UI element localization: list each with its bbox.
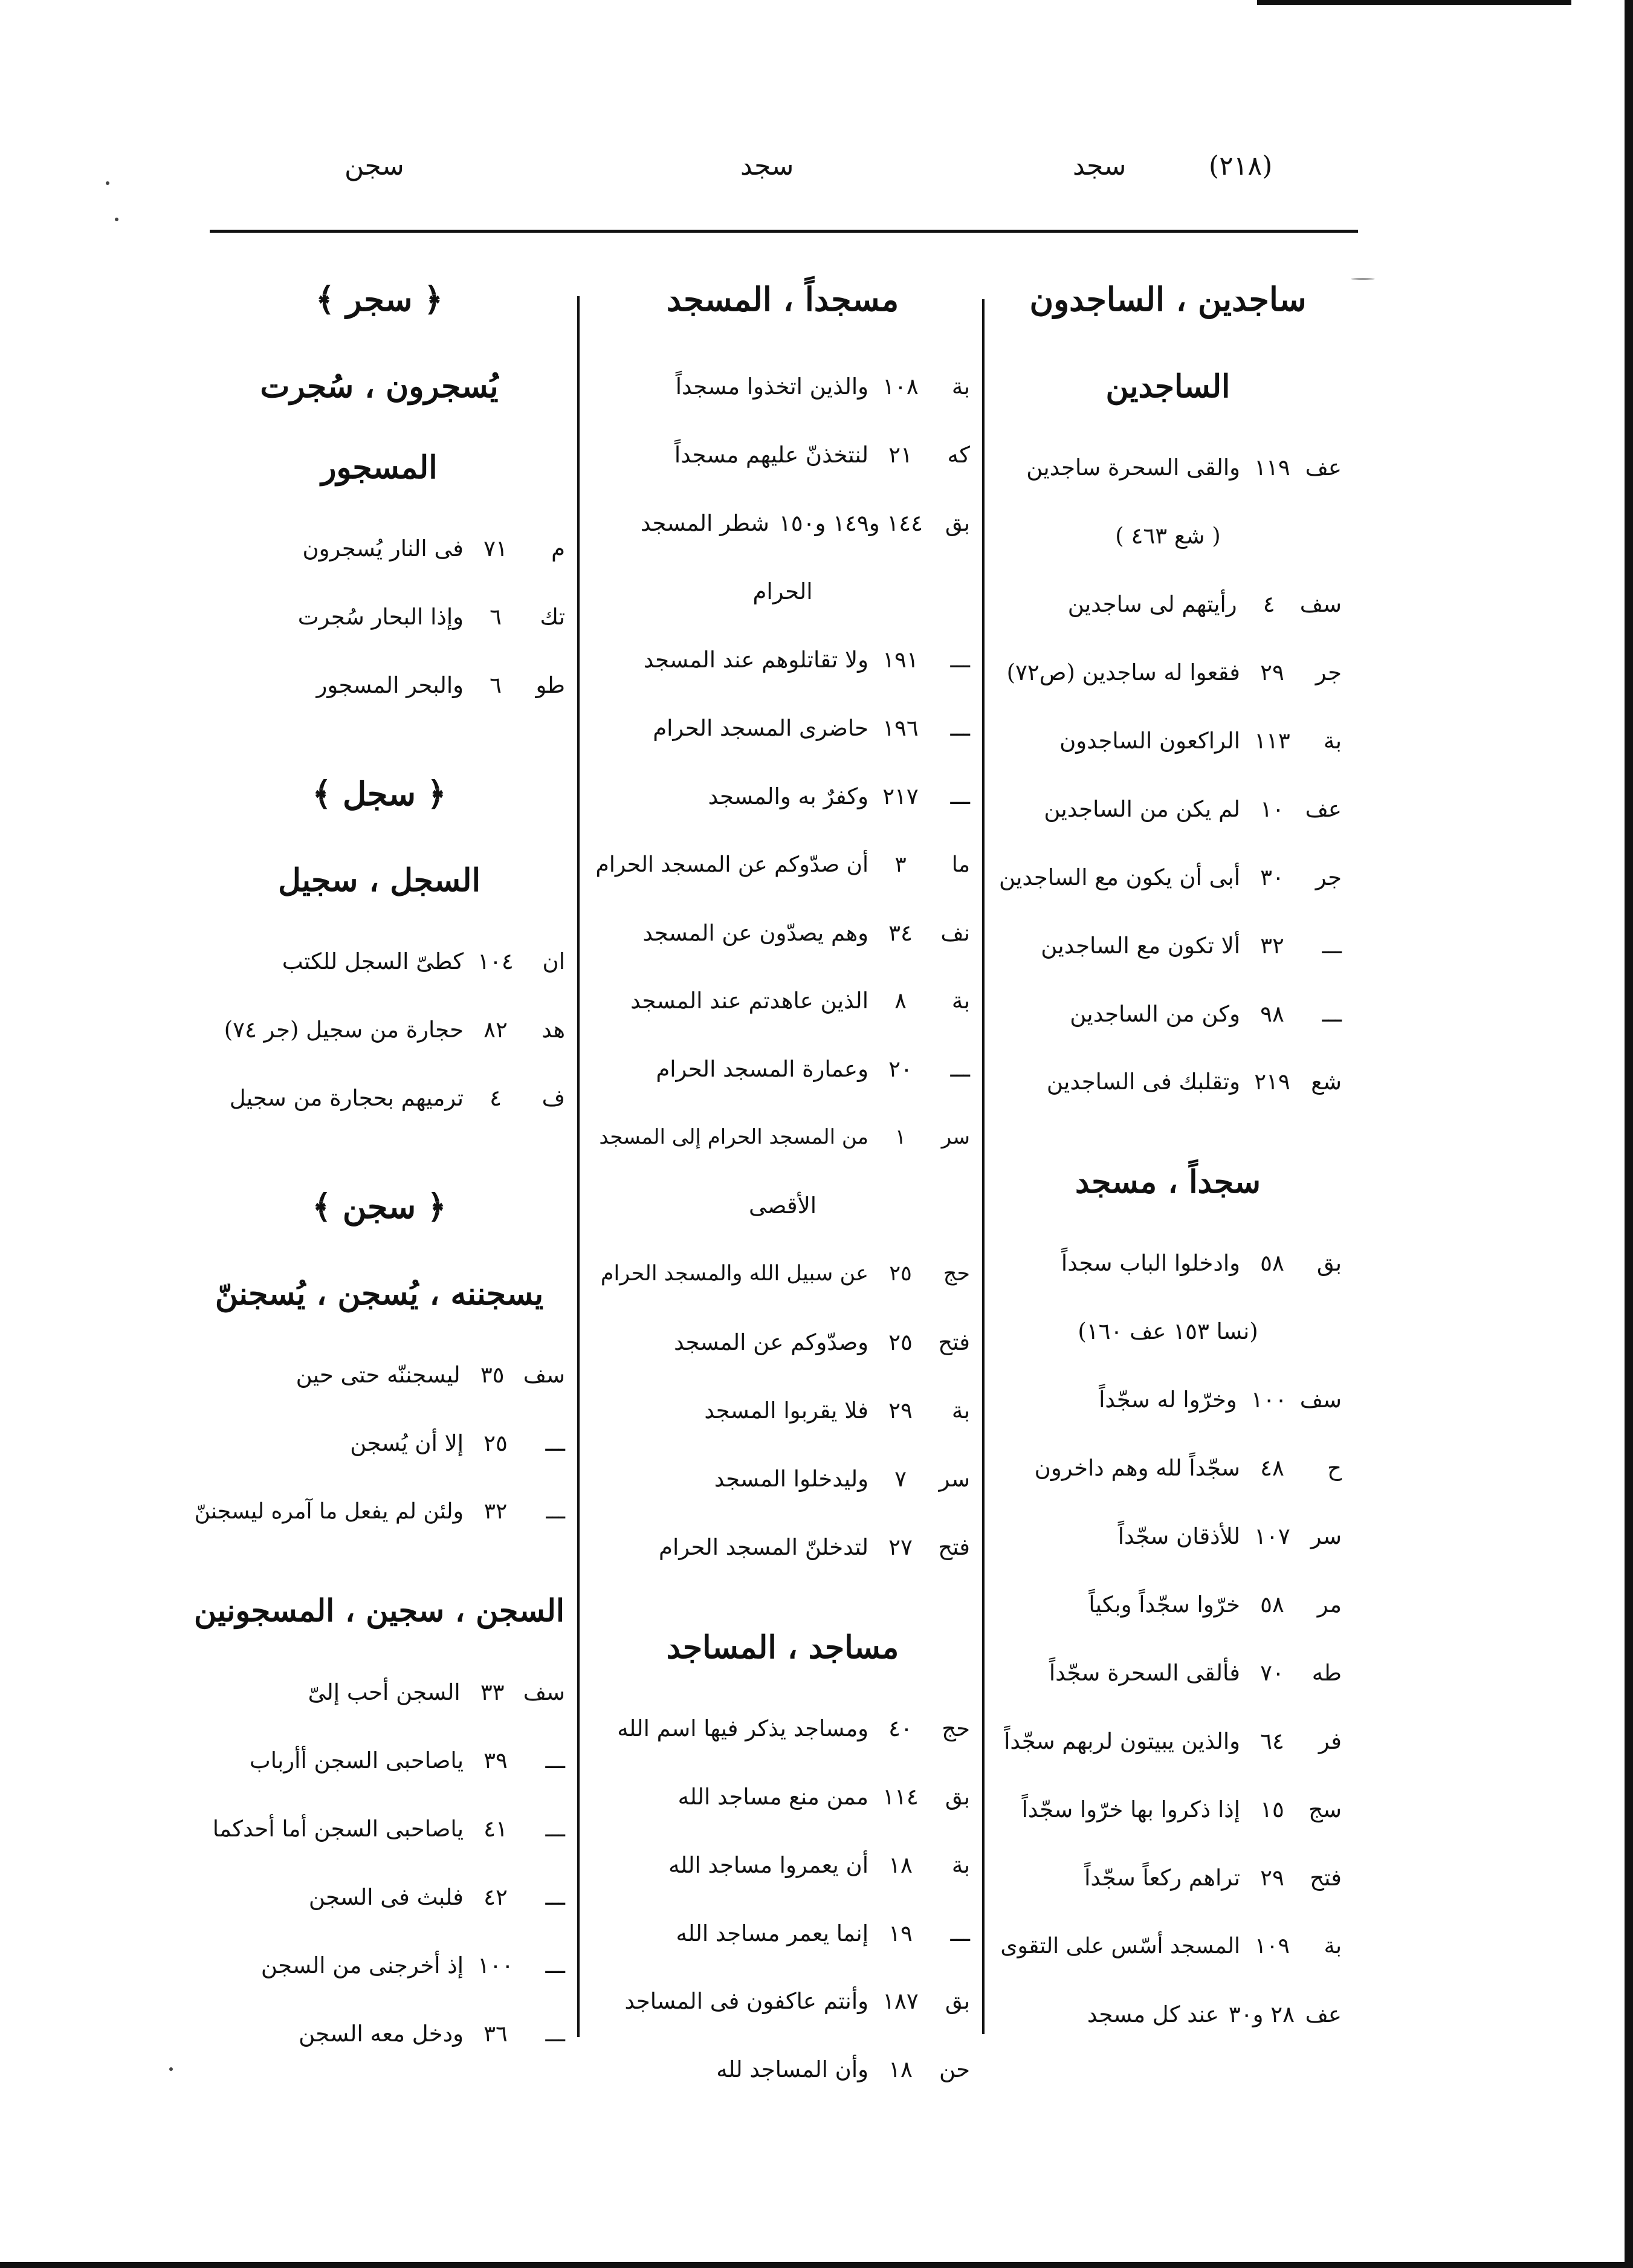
entry-heading: ساجدين ، الساجدون — [1029, 280, 1307, 319]
quote-text: لنتخذنّ عليهم مسجداً — [674, 441, 868, 468]
surah-code: كه — [947, 441, 970, 468]
quote-text: ولا تقاتلوهم عند المسجد — [643, 646, 868, 673]
entry-continuation: ( شع ٤٦٣ ) — [1115, 522, 1221, 549]
quote-text: حاضرى المسجد الحرام — [653, 714, 868, 741]
quote-text: وأن المساجد لله — [716, 2056, 868, 2082]
verse-number: ٢٥ — [888, 1329, 913, 1355]
verse-number: ٢١٧ — [882, 783, 919, 809]
surah-code: بة — [951, 987, 970, 1014]
quote-text: للأذقان سجّداً — [1117, 1523, 1240, 1549]
verse-number: ٢٩ — [1260, 659, 1284, 685]
citation-line — [595, 1900, 970, 1966]
verse-number: ٥٨ — [1260, 1249, 1284, 1276]
verse-number: ٤٨ — [1260, 1454, 1284, 1481]
surah-code: ـــ — [545, 1815, 565, 1842]
surah-code: فر — [1318, 1728, 1342, 1754]
scan-right-edge — [1625, 0, 1633, 2268]
quote-text: لم يكن من الساجدين — [1044, 795, 1240, 822]
quote-text: ترميهم بحجارة من سجيل — [229, 1084, 464, 1111]
citation-line — [994, 571, 1342, 637]
surah-code: حج — [942, 1715, 970, 1742]
surah-code: بة — [951, 1852, 970, 1878]
quote-text: الراكعون الساجدون — [1059, 727, 1240, 754]
surah-code: فتح — [938, 1534, 970, 1560]
verse-number: ١١٩ — [1254, 454, 1290, 481]
quote-text: وهم يصدّون عن المسجد — [642, 919, 868, 946]
citation-line — [994, 844, 1342, 910]
citation-line — [595, 831, 970, 898]
surah-code: ـــ — [950, 1920, 970, 1946]
verse-number: ١١٣ — [1254, 727, 1290, 754]
surah-code: شع — [1311, 1068, 1342, 1095]
verse-number: ٢٩ — [1260, 1864, 1284, 1891]
quote-text: ممن منع مساجد الله — [677, 1783, 868, 1810]
citation-line — [193, 1795, 565, 1862]
citation-line — [193, 1864, 565, 1930]
quote-text: وكفرٌ به والمسجد — [708, 783, 868, 809]
verse-number: ٧ — [894, 1465, 907, 1492]
quote-text: لتدخلنّ المسجد الحرام — [659, 1534, 868, 1560]
quote-text: والذين اتخذوا مسجداً — [675, 373, 868, 400]
surah-code: عف — [1305, 2001, 1342, 2027]
citation-line — [595, 2036, 970, 2102]
quote-text: عند كل مسجد — [1087, 2001, 1219, 2027]
citation-line — [994, 1981, 1342, 2047]
quote-text: خرّوا سجّداً وبكياً — [1088, 1591, 1240, 1618]
quote-text: عن سبيل الله والمسجد الحرام — [600, 1262, 868, 1286]
verse-number: ١٨ — [888, 2056, 913, 2082]
verse-number: ٤٢ — [483, 1884, 508, 1910]
verse-number: ٣ — [894, 852, 907, 877]
quote-text: فلا يقربوا المسجد — [704, 1397, 868, 1424]
surah-code: حج — [943, 1262, 970, 1286]
surah-code: م — [551, 535, 565, 562]
citation-line — [994, 1230, 1342, 1296]
header-middle-word: سجد — [740, 151, 794, 181]
citation-line — [595, 1968, 970, 2034]
entry-heading: مساجد ، المساجد — [666, 1628, 899, 1666]
quote-text: من المسجد الحرام إلى المسجد — [599, 1125, 868, 1149]
scan-speck — [115, 218, 118, 221]
citation-line — [595, 1240, 970, 1307]
quote-text: وأنتم عاكفون فى المساجد — [624, 1988, 868, 2014]
surah-code: بة — [951, 373, 970, 400]
entry-heading: ﴿ سجر ﴾ — [315, 280, 443, 319]
surah-code: سر — [939, 1465, 970, 1492]
citation-line — [595, 1514, 970, 1580]
quote-text: كطىّ السجل للكتب — [282, 948, 464, 974]
entry-heading: السجن ، سجين ، المسجونين — [193, 1593, 565, 1629]
verse-number: ٣٩ — [483, 1747, 508, 1774]
entry-heading: المسجور — [321, 449, 438, 486]
scan-speck — [169, 2067, 173, 2071]
entry-continuation: الحرام — [752, 578, 813, 604]
verse-number: ٩٨ — [1260, 1000, 1284, 1027]
surah-code: ـــ — [545, 1952, 565, 1978]
quote-text: وتقلبك فى الساجدين — [1046, 1068, 1240, 1095]
surah-code: عف — [1305, 795, 1342, 822]
surah-code: ـــ — [545, 2020, 565, 2047]
quote-text: وليدخلوا المسجد — [714, 1465, 868, 1492]
citation-line — [595, 1377, 970, 1443]
quote-text: ومساجد يذكر فيها اسم الله — [617, 1715, 868, 1742]
header-right-word: سجد — [1073, 151, 1127, 181]
surah-code: سف — [523, 1679, 565, 1705]
verse-number: ١٠٤ — [477, 948, 514, 974]
surah-code: ان — [542, 948, 565, 974]
surah-code: عف — [1305, 454, 1342, 481]
quote-text: والذين يبيتون لربهم سجّداً — [1004, 1728, 1240, 1754]
verse-number: ١١٤ — [882, 1783, 919, 1810]
surah-code: بق — [945, 510, 970, 536]
entry-heading: سجداً ، مسجد — [1075, 1163, 1261, 1200]
citation-line — [595, 353, 970, 420]
citation-line — [595, 1763, 970, 1830]
entry-heading: ﴿ سجن ﴾ — [312, 1187, 447, 1226]
verse-number: ١٠٧ — [1254, 1523, 1290, 1549]
citation-line — [193, 928, 565, 994]
verse-number: ٨ — [894, 987, 907, 1014]
verse-number: ٦ — [490, 603, 502, 630]
surah-code: تك — [540, 603, 565, 630]
quote-text: رأيتهم لى ساجدين — [1067, 591, 1237, 617]
entry-continuation: (نسا ١٥٣ عف ١٦٠) — [1078, 1318, 1258, 1344]
quote-text: إلا أن يُسجن — [350, 1430, 464, 1456]
surah-code: سف — [523, 1361, 565, 1388]
citation-line — [193, 1410, 565, 1476]
citation-line — [994, 1434, 1342, 1501]
citation-line — [994, 912, 1342, 979]
citation-line — [193, 1064, 565, 1131]
surah-code: ـــ — [950, 1055, 970, 1082]
verse-number: ٢٨ و٣٠ — [1228, 2001, 1295, 2027]
citation-line — [595, 899, 970, 966]
surah-code: سر — [941, 1125, 970, 1149]
verse-number: ١٨٧ — [882, 1988, 919, 2014]
citation-line — [595, 626, 970, 693]
column-divider-left — [577, 296, 580, 2037]
verse-number: ٢١ — [888, 441, 913, 468]
quote-text: أن صدّوكم عن المسجد الحرام — [595, 852, 868, 877]
surah-code: سج — [1308, 1796, 1342, 1822]
verse-number: ١٠٨ — [882, 373, 919, 400]
surah-code: جر — [1315, 659, 1342, 685]
scan-speck — [1351, 278, 1375, 280]
citation-line — [595, 967, 970, 1034]
verse-number: ٣٤ — [888, 919, 913, 946]
surah-code: هد — [542, 1016, 565, 1043]
surah-code: طو — [535, 672, 565, 698]
column-middle — [595, 0, 970, 2268]
column-left — [193, 0, 565, 2268]
quote-text: إذا ذكروا بها خرّوا سجّداً — [1021, 1796, 1240, 1822]
citation-line — [193, 583, 565, 650]
citation-line — [595, 1445, 970, 1512]
verse-number: ١٩ — [888, 1920, 913, 1946]
citation-line — [193, 652, 565, 718]
surah-code: سر — [1310, 1523, 1342, 1549]
verse-number: ٧٠ — [1260, 1659, 1284, 1686]
quote-text: أن يعمروا مساجد الله — [668, 1852, 868, 1878]
quote-text: فلبث فى السجن — [308, 1884, 464, 1910]
quote-text: أبى أن يكون مع الساجدين — [998, 864, 1240, 890]
verse-number: ٣٢ — [1260, 932, 1284, 959]
surah-code: ـــ — [545, 1747, 565, 1774]
citation-line — [595, 1104, 970, 1170]
citation-line — [193, 1341, 565, 1408]
verse-number: ٤ — [490, 1084, 502, 1111]
quote-text: وكن من الساجدين — [1070, 1000, 1240, 1027]
quote-text: إذ أخرجنى من السجن — [260, 1952, 464, 1978]
verse-number: ٢٧ — [888, 1534, 913, 1560]
verse-number: ٥٨ — [1260, 1591, 1284, 1618]
column-divider-right — [982, 299, 985, 2034]
quote-text: فألقى السحرة سجّداً — [1049, 1659, 1240, 1686]
quote-text: وعمارة المسجد الحرام — [656, 1055, 868, 1082]
quote-text: فقعوا له ساجدين (ص٧٢) — [1006, 659, 1240, 685]
quote-text: والقى السحرة ساجدين — [1026, 454, 1240, 481]
citation-line — [595, 763, 970, 829]
verse-number: ٦ — [490, 672, 502, 698]
quote-text: وخرّوا له سجّداً — [1099, 1386, 1237, 1413]
citation-line — [193, 996, 565, 1063]
verse-number: ٢١٩ — [1254, 1068, 1290, 1095]
citation-line — [595, 421, 970, 488]
header-left-word: سجن — [344, 151, 404, 181]
quote-text: حجارة من سجيل (جر ٧٤) — [224, 1016, 464, 1043]
entry-heading: السجل ، سجيل — [278, 861, 480, 899]
verse-number: ٣٦ — [483, 2020, 508, 2047]
citation-line — [994, 1708, 1342, 1774]
quote-text: ودخل معه السجن — [299, 2020, 464, 2047]
entry-heading: الساجدين — [1105, 368, 1230, 405]
verse-number: ١٥ — [1260, 1796, 1284, 1822]
quote-text: تراهم ركعاً سجّداً — [1084, 1864, 1240, 1891]
verse-number: ٣٠ — [1260, 864, 1284, 890]
verse-number: ١٩٦ — [882, 714, 919, 741]
quote-text: وإذا البحار سُجرت — [297, 603, 464, 630]
verse-number: ٧١ — [483, 535, 508, 562]
surah-code: فتح — [938, 1329, 970, 1355]
citation-line — [595, 1832, 970, 1898]
quote-text: ولئن لم يفعل ما آمره ليسجننّ — [194, 1498, 464, 1524]
verse-number: ٤٠ — [888, 1715, 913, 1742]
scan-speck — [106, 181, 109, 185]
quote-text: ياصاحبى السجن أأرباب — [249, 1747, 464, 1774]
quote-text: ياصاحبى السجن أما أحدكما — [212, 1815, 464, 1842]
quote-text: وصدّوكم عن المسجد — [674, 1329, 868, 1355]
citation-line — [193, 1727, 565, 1793]
verse-number: ١٨ — [888, 1852, 913, 1878]
verse-number: ١٠٠ — [1250, 1386, 1287, 1413]
surah-code: نف — [940, 919, 970, 946]
quote-text: فى النار يُسجرون — [302, 535, 464, 562]
entry-heading: ﴿ سجل ﴾ — [312, 774, 447, 813]
verse-number: ٤ — [1263, 591, 1275, 617]
verse-number: ٤١ — [483, 1815, 508, 1842]
citation-line — [595, 1309, 970, 1375]
citation-line — [994, 1366, 1342, 1433]
surah-code: ـــ — [545, 1884, 565, 1910]
verse-number: ١٠٠ — [477, 1952, 514, 1978]
citation-line — [595, 1035, 970, 1102]
surah-code: بق — [1316, 1249, 1342, 1276]
citation-line — [595, 695, 970, 761]
surah-code: بة — [1324, 1933, 1342, 1959]
quote-text: وادخلوا الباب سجداً — [1061, 1249, 1240, 1276]
surah-code: ف — [542, 1084, 565, 1111]
verse-number: ١٠ — [1260, 795, 1284, 822]
surah-code: ـــ — [950, 783, 970, 809]
quote-text: المسجد أسّس على التقوى — [1000, 1933, 1240, 1959]
citation-line — [994, 707, 1342, 774]
quote-text: سجّداً لله وهم داخرون — [1034, 1454, 1240, 1481]
surah-code: سف — [1299, 591, 1342, 617]
surah-code: طه — [1311, 1659, 1342, 1686]
citation-line — [994, 1048, 1342, 1115]
surah-code: سف — [1299, 1386, 1342, 1413]
surah-code: ـــ — [546, 1498, 565, 1524]
citation-line — [994, 1503, 1342, 1569]
surah-code: ـــ — [950, 646, 970, 673]
verse-number: ٢٠ — [888, 1055, 913, 1082]
verse-number: ٣٥ — [480, 1361, 505, 1388]
verse-number: ٣٢ — [483, 1498, 508, 1524]
quote-text: السجن أحب إلىّ — [308, 1679, 461, 1705]
surah-code: فتح — [1310, 1864, 1342, 1891]
citation-line — [994, 434, 1342, 501]
surah-code: بة — [1323, 727, 1342, 754]
surah-code: ـــ — [1322, 932, 1342, 959]
column-right — [994, 0, 1342, 2268]
surah-code: ح — [1327, 1454, 1342, 1481]
quote-text: شطر المسجد — [641, 510, 769, 536]
surah-code: ـــ — [1322, 1000, 1342, 1027]
citation-line — [994, 776, 1342, 842]
verse-number: ١٠٩ — [1254, 1933, 1290, 1959]
citation-line — [595, 1695, 970, 1761]
surah-code: ما — [951, 852, 970, 877]
citation-line — [994, 1844, 1342, 1911]
surah-code: مر — [1317, 1591, 1342, 1618]
verse-number: ١٩١ — [882, 646, 919, 673]
verse-number: ١٤٤ و١٤٩ و١٥٠ — [778, 510, 923, 536]
citation-line — [193, 1932, 565, 1998]
citation-line — [994, 980, 1342, 1047]
entry-continuation: الأقصى — [749, 1192, 816, 1219]
verse-number: ٨٢ — [483, 1016, 508, 1043]
entry-heading: يسجننه ، يُسجن ، يُسجننّ — [215, 1275, 544, 1312]
citation-line — [994, 1571, 1342, 1638]
citation-line — [193, 1478, 565, 1544]
verse-number: ٢٥ — [483, 1430, 508, 1456]
quote-text: الذين عاهدتم عند المسجد — [630, 987, 868, 1014]
entry-heading: يُسجرون ، سُجرت — [260, 368, 499, 405]
verse-number: ٦٤ — [1260, 1728, 1284, 1754]
citation-line — [193, 515, 565, 582]
quote-text: ليسجننّه حتى حين — [296, 1361, 461, 1388]
quote-text: إنما يعمر مساجد الله — [676, 1920, 868, 1946]
surah-code: ـــ — [545, 1430, 565, 1456]
quote-text: والبحر المسجور — [316, 672, 464, 698]
verse-number: ٢٩ — [888, 1397, 913, 1424]
surah-code: حن — [939, 2056, 970, 2082]
citation-line — [193, 1659, 565, 1725]
surah-code: ـــ — [950, 714, 970, 741]
surah-code: بق — [945, 1783, 970, 1810]
surah-code: بة — [951, 1397, 970, 1424]
quote-text: ألا تكون مع الساجدين — [1041, 932, 1240, 959]
citation-line — [994, 1776, 1342, 1842]
surah-code: بق — [945, 1988, 970, 2014]
citation-line — [994, 1913, 1342, 1979]
citation-line — [193, 2000, 565, 2067]
verse-number: ٣٣ — [480, 1679, 505, 1705]
citation-line — [994, 1639, 1342, 1706]
page-number: (٢١٨) — [1209, 151, 1273, 181]
verse-number: ٢٥ — [889, 1262, 912, 1286]
citation-line — [595, 490, 970, 556]
entry-heading: مسجداً ، المسجد — [666, 280, 899, 319]
surah-code: جر — [1315, 864, 1342, 890]
citation-line — [994, 639, 1342, 705]
verse-number: ١ — [894, 1125, 907, 1149]
